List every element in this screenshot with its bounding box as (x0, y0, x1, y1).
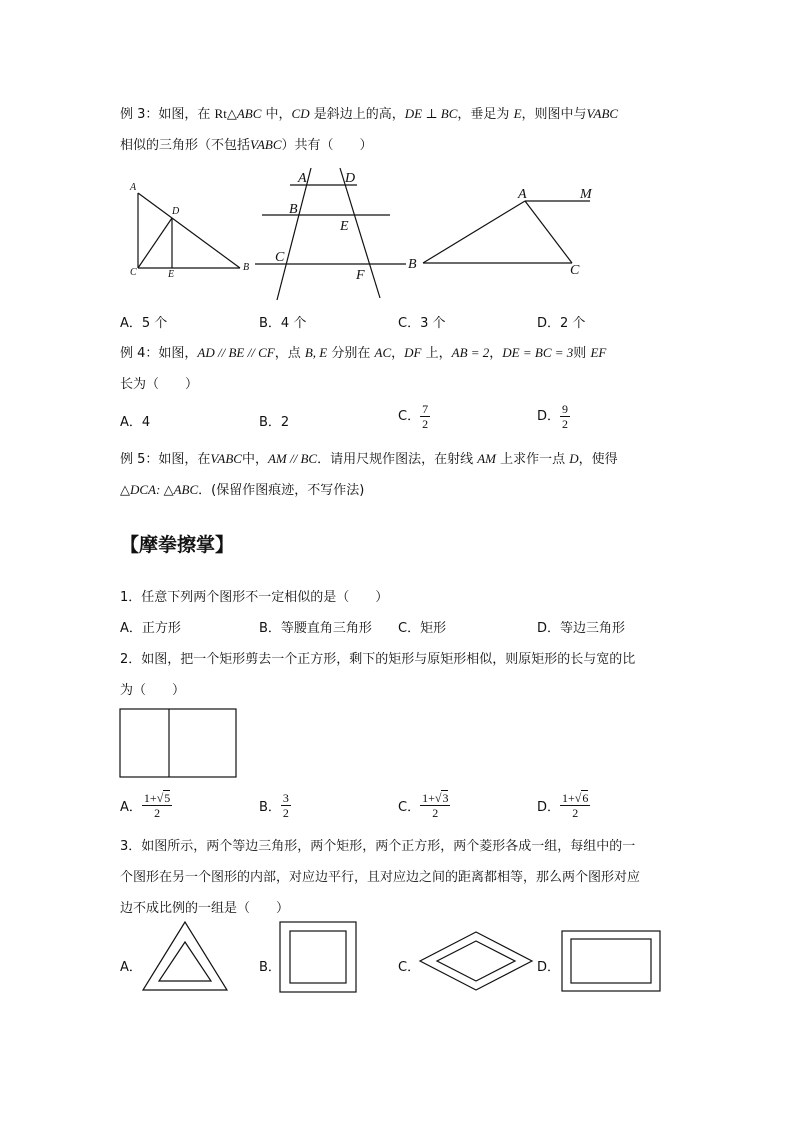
fig1-label-b: B (243, 262, 250, 273)
ex3-option-b: B．4 个 (259, 316, 307, 331)
fig2-label-d: D (345, 171, 356, 186)
q3-a-inner-triangle (159, 942, 211, 981)
fig3-label-a: A (518, 187, 527, 202)
fig3-label-b: B (408, 257, 417, 272)
ex4-line2: 长为（ ） (120, 377, 199, 392)
q3-c-inner-rhombus (437, 941, 515, 981)
fig3-label-c: C (570, 263, 580, 278)
q2-option-d: D． $\frac{1+√6}{2}$ (537, 791, 589, 820)
q2-line1: 2．如图，把一个矩形剪去一个正方形，剩下的矩形与原矩形相似，则原矩形的长与宽的比 (120, 652, 636, 667)
fraction: $\frac{7}{2}$ (422, 402, 429, 431)
fig2-label-f: F (356, 268, 365, 283)
q3-d-inner-rectangle (571, 939, 651, 983)
fraction: $\frac{1+√5}{2}$ (143, 791, 171, 820)
q3-line1: 3．如图所示，两个等边三角形，两个矩形，两个正方形，两个菱形各成一组，每组中的一 (120, 839, 636, 854)
fig1-label-d: D (172, 206, 180, 217)
q3-label-c: C． (398, 960, 421, 975)
ex3-option-c: C．3 个 (398, 316, 446, 331)
q2-line2: 为（ ） (120, 683, 186, 698)
q1-option-d: D．等边三角形 (537, 621, 626, 636)
q3-label-a: A． (120, 960, 142, 975)
q2-option-c: C． $\frac{1+√3}{2}$ (398, 791, 449, 820)
fig2-label-b: B (289, 202, 298, 217)
q3-b-inner-square (290, 931, 346, 983)
q2-option-a: A． $\frac{1+√5}{2}$ (120, 791, 171, 820)
ex3-option-a: A．5 个 (120, 316, 168, 331)
ex3-line1: 例 3：如图，在 Rt△ABC 中，CD 是斜边上的高，DE ⊥ BC，垂足为 E，则图中与VABC (120, 106, 619, 122)
q1-text: 1．任意下列两个图形不一定相似的是（ ） (120, 590, 389, 605)
q3-d-outer-rectangle (562, 931, 660, 991)
ex4-option-a: A．4 (120, 415, 151, 430)
fig1-label-c: C (130, 267, 137, 278)
fig1-label-e: E (168, 269, 175, 280)
q3-b-outer-square (280, 922, 356, 992)
fig2-label-e: E (340, 219, 349, 234)
section-title: 【摩拳擦掌】 (120, 534, 235, 556)
fig2-label-a: A (298, 171, 307, 186)
ex4-line1: 例 4：如图，AD // BE // CF，点 B, E 分别在 AC，DF 上，AB = 2，DE = BC = 3则 EF (120, 345, 607, 361)
q1-option-c: C．矩形 (398, 621, 447, 636)
ex4-option-d: D． $\frac{9}{2}$ (537, 402, 569, 431)
q3-line3: 边不成比例的一组是（ ） (120, 901, 290, 916)
fig3-label-m: M (580, 187, 592, 202)
fig2-label-c: C (275, 250, 285, 265)
q3-label-d: D． (537, 960, 561, 975)
ex5-line1: 例 5：如图，在VABC中，AM // BC．请用尺规作图法，在射线 AM 上求作一点 D，使得 (120, 451, 618, 467)
q3-label-b: B． (259, 960, 281, 975)
q1-option-b: B．等腰直角三角形 (259, 621, 372, 636)
fraction: $\frac{1+√6}{2}$ (562, 791, 589, 820)
q3-a-outer-triangle (143, 922, 227, 990)
fraction: $\frac{9}{2}$ (562, 402, 569, 431)
q1-option-a: A．正方形 (120, 621, 181, 636)
fraction: $\frac{3}{2}$ (282, 791, 289, 820)
fig1-label-a: A (130, 182, 137, 193)
ex4-option-b: B．2 (259, 415, 290, 430)
ex5-line2: △DCA: △ABC．(保留作图痕迹，不写作法) (120, 482, 365, 498)
fraction: $\frac{1+√3}{2}$ (422, 791, 449, 820)
ex3-option-d: D．2 个 (537, 316, 586, 331)
ex4-option-c: C． $\frac{7}{2}$ (398, 402, 429, 431)
q3-line2: 个图形在另一个图形的内部，对应边平行，且对应边之间的距离都相等，那么两个图形对应 (120, 870, 641, 885)
ex3-line2: 相似的三角形（不包括VABC）共有（ ） (120, 137, 373, 153)
q2-option-b: B． $\frac{3}{2}$ (259, 791, 289, 820)
